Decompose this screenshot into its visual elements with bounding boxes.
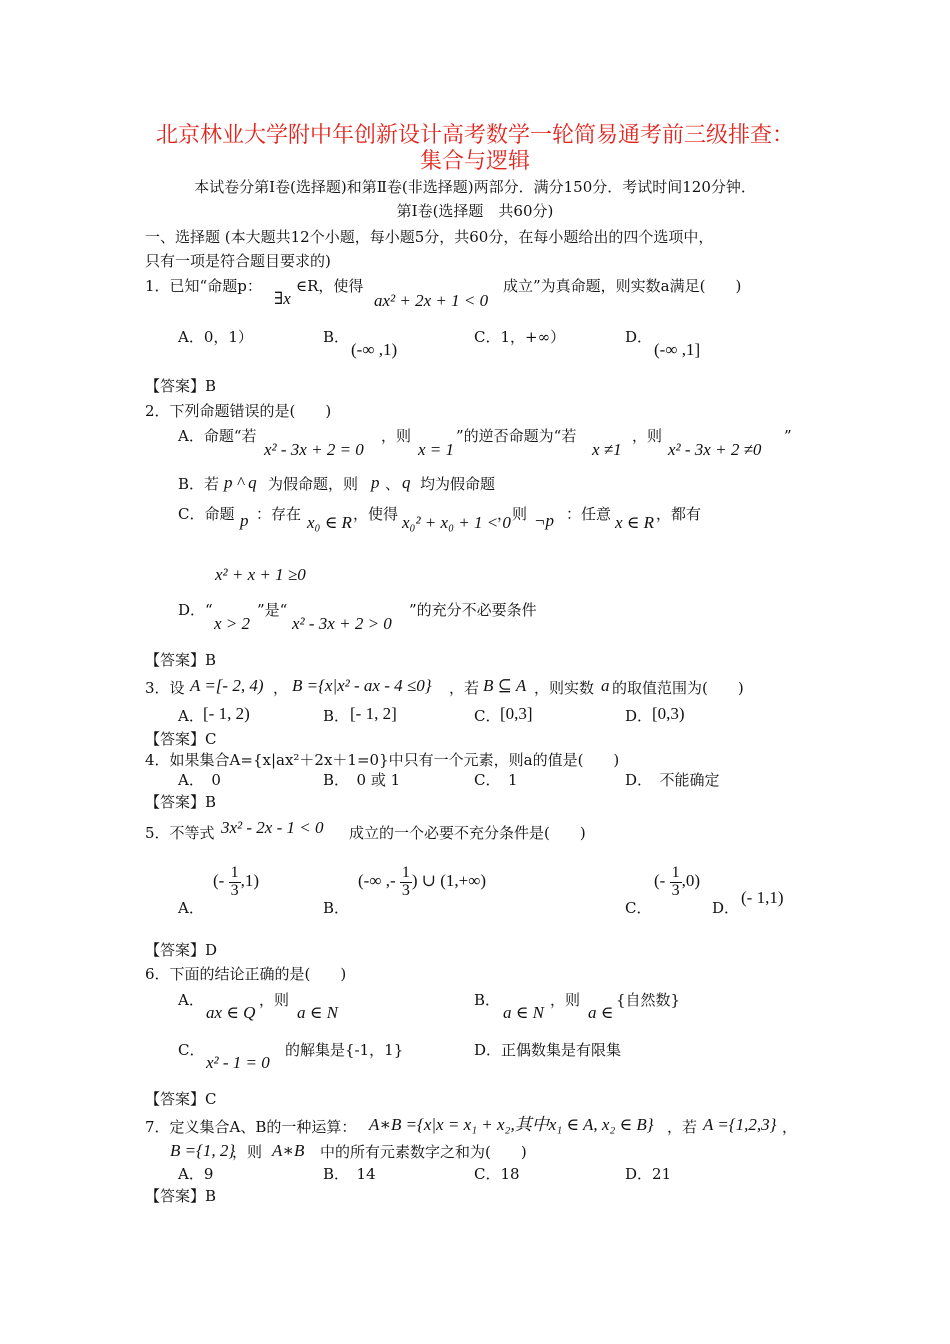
exam-intro: 本试卷分第Ⅰ卷(选择题)和第Ⅱ卷(非选择题)两部分．满分150分．考试时间120分钟． (194, 178, 756, 196)
q6-option-c-text: C． (178, 1041, 205, 1059)
q2-option-c-math: x² + x + 1 ≥0 (215, 565, 306, 584)
q2-option-b-text: 均为假命题 (420, 475, 496, 493)
q4-option-c: C． 1 (474, 771, 518, 789)
q5-option-a: A． (178, 899, 204, 917)
q2-option-c-text: ：存在 (256, 505, 302, 523)
q2-option-d-text: D．“ (178, 601, 213, 619)
q7-option-b: B． 14 (323, 1165, 376, 1183)
section-heading: 第Ⅰ卷(选择题 共60分) (396, 202, 554, 220)
q4-option-d: D． 不能确定 (625, 771, 720, 789)
q2-option-d-text: ”的充分不必要条件 (409, 601, 537, 619)
q6-option-c-math: x² - 1 = 0 (206, 1053, 270, 1072)
q6-option-a-text: A． (178, 991, 204, 1009)
q2-option-b-math: q (402, 473, 411, 492)
q6-option-a-text: ，则 (259, 991, 290, 1009)
q1-stem-part: 1．已知“命题p： (145, 277, 262, 295)
q7-option-a: A．9 (178, 1165, 214, 1183)
q2-option-c-math: p (240, 511, 249, 530)
q2-option-a-math: x = 1 (418, 440, 455, 459)
q2-option-c-text: ，则 (497, 505, 528, 523)
q6-option-c-text: 的解集是{-1，1} (285, 1041, 404, 1059)
q1-math-exists: ∃x (274, 289, 291, 308)
q2-option-d-math: x > 2 (214, 614, 251, 633)
q7-answer: 【答案】B (145, 1187, 217, 1205)
q2-option-a-text: ” (784, 427, 792, 445)
q1-stem-part: 成立”为真命题，则实数a满足( ) (503, 277, 742, 295)
q7-stem-part: 7．定义集合A、B的一种运算： (145, 1118, 357, 1136)
q3-math-a: a (601, 676, 610, 695)
document-title-line1: 北京林业大学附中年创新设计高考数学一轮简易通考前三级排查： (155, 123, 794, 148)
q5-option-b: B． (323, 899, 350, 917)
q3-stem-part: ，则实数 (534, 679, 595, 697)
q7-stem-part: ，若 (667, 1118, 698, 1136)
q3-option-a: A． (178, 707, 204, 725)
q3-option-b-math: [- 1, 2] (350, 704, 397, 723)
q2-option-b-math: p ^ q (224, 473, 257, 492)
q3-math-set-a: A =[- 2, 4) (190, 676, 264, 695)
q5-option-a-math: (- $\frac{1}{3}$ ,1) (213, 864, 259, 899)
q3-answer: 【答案】C (145, 730, 217, 748)
q3-math-subset: B ⊆ A (483, 676, 527, 695)
q3-math-set-b: B ={x|x² - ax - 4 ≤0} (292, 676, 432, 695)
q2-option-b-text: B．若 (178, 475, 220, 493)
q3-option-c-math: [0,3] (500, 704, 533, 723)
q6-option-b-math: a ∈ N (503, 1003, 544, 1022)
q5-option-b-math: (-∞ ,- $\frac{1}{3}$ ) ∪ (1,+∞) (358, 864, 487, 899)
q2-option-a-text: ，则 (381, 427, 412, 445)
q2-option-a-math: x ≠1 (592, 440, 622, 459)
q3-option-d-math: [0,3) (652, 704, 685, 723)
q2-option-c-text: ：任意 (566, 505, 612, 523)
q5-stem-part: 5．不等式 (145, 824, 215, 842)
q7-option-c: C．18 (474, 1165, 520, 1183)
q7-stem-part: ， (782, 1118, 798, 1136)
q1-option-d-math: (-∞ ,1] (654, 340, 701, 359)
q3-option-c: C． (474, 707, 501, 725)
q2-option-c-math: x₀ ∈ R (307, 513, 352, 532)
q5-option-d-math: (- 1,1) (741, 888, 784, 907)
q2-option-b-text: 为假命题，则 (268, 475, 359, 493)
q1-stem-part: ∈R，使得 (296, 277, 364, 295)
q2-option-d-text: ”是“ (257, 601, 288, 619)
q2-option-a-text: ”的逆否命题为“若 (456, 427, 577, 445)
q5-option-d: D． (712, 899, 740, 917)
q2-option-b-math: p (371, 473, 380, 492)
q2-option-a-math: x² - 3x + 2 = 0 (264, 440, 364, 459)
q1-option-b-math: (-∞ ,1) (351, 340, 398, 359)
part-instructions-line1: 一、选择题 (本大题共12个小题，每小题5分，共60分，在每小题给出的四个选项中， (145, 228, 714, 246)
q5-option-c-math: (- $\frac{1}{3}$ ,0) (654, 864, 700, 899)
document-title-line2: 集合与逻辑 (419, 149, 530, 174)
q7-math-set-a: A ={1,2,3} (703, 1115, 777, 1134)
q3-option-d: D． (625, 707, 653, 725)
q2-option-c-math: x₀² + x₀ + 1 < 0 (402, 513, 511, 532)
q2-option-a-text: A．命题“若 (178, 427, 257, 445)
q2-option-a-math: x² - 3x + 2 ≠0 (668, 440, 762, 459)
q2-option-c-text: C．命题 (178, 505, 235, 523)
q3-option-a-math: [- 1, 2) (203, 704, 250, 723)
q7-math-operation: A∗B ={x|x = x₁ + x₂,其中x₁ ∈ A, x₂ ∈ B} (369, 1115, 654, 1134)
q6-option-b-text: ，则 (550, 991, 581, 1009)
q1-option-d: D． (625, 328, 653, 346)
q6-option-d: D．正偶数集是有限集 (474, 1041, 622, 1059)
q3-stem-part: 的取值范围为( ) (612, 679, 744, 697)
q4-answer: 【答案】B (145, 793, 217, 811)
q5-answer: 【答案】D (145, 941, 218, 959)
q7-stem-part: ，则 (232, 1143, 263, 1161)
q5-math-inequality: 3x² - 2x - 1 < 0 (221, 818, 324, 837)
q6-option-b-math: a ∈ (588, 1003, 614, 1022)
q2-stem: 2．下列命题错误的是( ) (145, 402, 332, 420)
q6-stem: 6．下面的结论正确的是( ) (145, 965, 347, 983)
q4-option-a: A． 0 (178, 771, 221, 789)
q1-answer: 【答案】B (145, 377, 217, 395)
q6-option-a-math: a ∈ N (297, 1003, 338, 1022)
q4-option-b: B． 0 或 1 (323, 771, 401, 789)
q7-stem-part: 中的所有元素数字之和为( ) (320, 1143, 527, 1161)
q3-stem-part: ，若 (449, 679, 480, 697)
q1-option-a: A．0，1） (178, 328, 253, 346)
q2-option-b-text: 、 (385, 475, 401, 493)
q7-math-set-b: B ={1, 2} (170, 1141, 236, 1160)
q2-option-d-math: x² - 3x + 2 > 0 (292, 614, 392, 633)
q2-option-c-math: x ∈ R (615, 513, 655, 532)
q4-stem: 4．如果集合A={x|ax²＋2x＋1=0}中只有一个元素，则a的值是( ) (145, 751, 620, 769)
q1-math-inequality: ax² + 2x + 1 < 0 (374, 291, 489, 310)
q2-answer: 【答案】B (145, 651, 217, 669)
q3-stem-part: ， (273, 679, 289, 697)
q2-option-c-math: ¬p (534, 511, 554, 530)
q6-option-a-math: ax ∈ Q (206, 1003, 256, 1022)
q7-option-d: D．21 (625, 1165, 672, 1183)
q6-option-b-text: {自然数} (616, 991, 681, 1009)
q1-option-b: B． (323, 328, 350, 346)
q2-option-c-text: ，使得 (353, 505, 399, 523)
q3-option-b: B． (323, 707, 350, 725)
q7-math-a-star-b: A∗B (272, 1141, 305, 1160)
q6-option-b-text: B． (474, 991, 501, 1009)
q5-stem-part: 成立的一个必要不充分条件是( ) (349, 824, 586, 842)
q1-option-c: C．1，+∞） (474, 328, 566, 346)
part-instructions-line2: 只有一项是符合题目要求的) (145, 252, 331, 270)
q3-stem-part: 3．设 (145, 679, 185, 697)
q2-option-c-text: ，都有 (656, 505, 702, 523)
q5-option-c: C． (625, 899, 652, 917)
q6-answer: 【答案】C (145, 1090, 217, 1108)
q2-option-a-text: ，则 (632, 427, 663, 445)
